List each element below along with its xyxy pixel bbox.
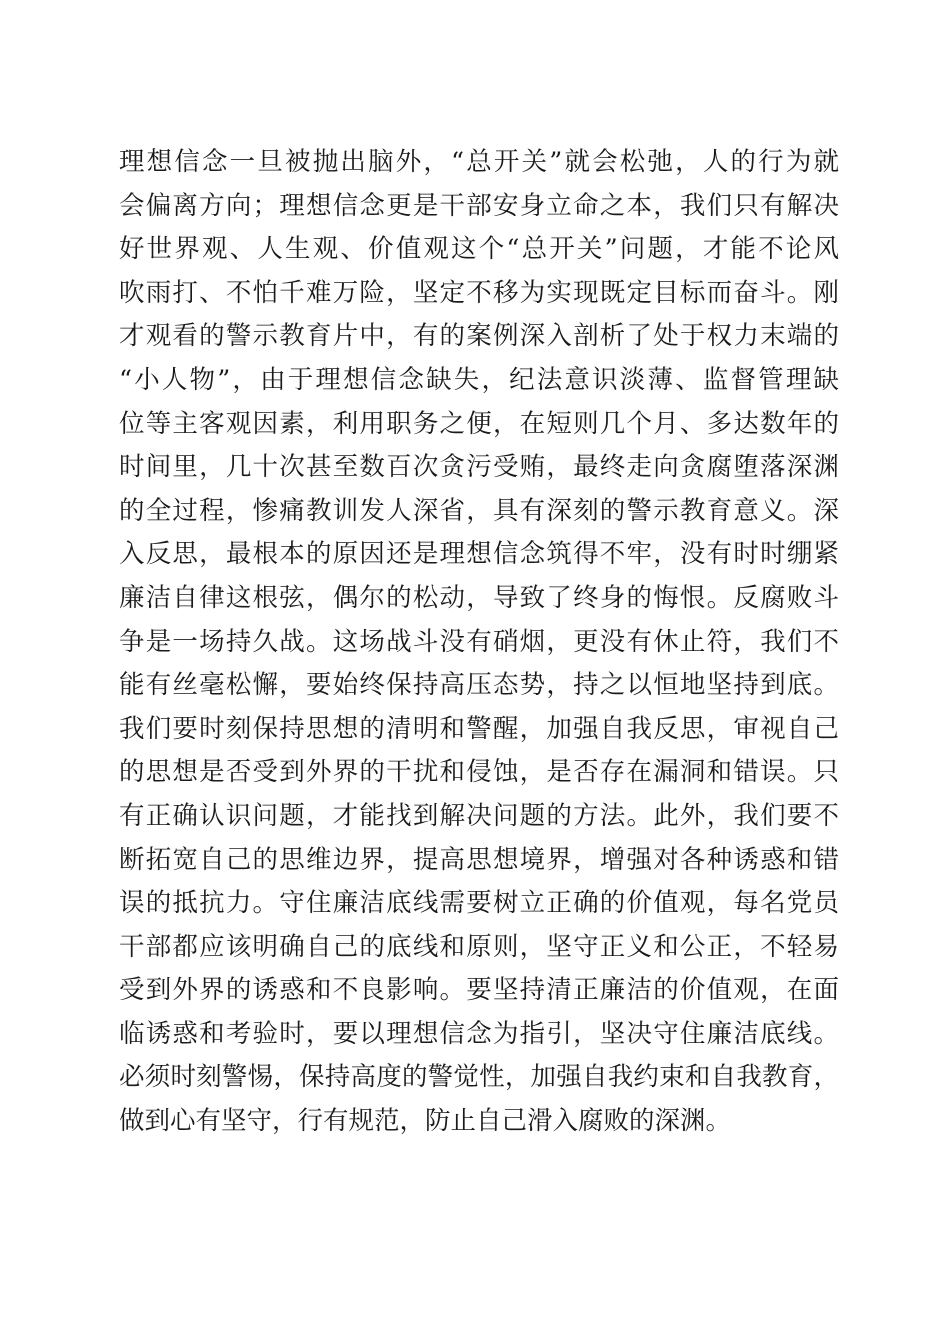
text-line: 的思想是否受到外界的干扰和侵蚀，是否存在漏洞和错误。只: [119, 757, 839, 788]
text-line: 必须时刻警惕，保持高度的警觉性，加强自我约束和自我教育，: [119, 1062, 839, 1093]
text-line: 廉洁自律这根弦，偶尔的松动，导致了终身的悔恨。反腐败斗: [119, 582, 839, 613]
text-line: 会偏离方向；理想信念更是干部安身立命之本，我们只有解决: [119, 190, 839, 221]
text-line: 有正确认识问题，才能找到解决问题的方法。此外，我们要不: [119, 800, 839, 831]
text-line: 临诱惑和考验时，要以理想信念为指引，坚决守住廉洁底线。: [119, 1018, 839, 1049]
body-paragraph: [119, 141, 839, 1144]
text-line: 入反思，最根本的原因还是理想信念筑得不牢，没有时时绷紧: [119, 539, 839, 570]
text-line: 时间里，几十次甚至数百次贪污受贿，最终走向贪腐堕落深渊: [119, 452, 839, 483]
text-line: 的全过程，惨痛教训发人深省，具有深刻的警示教育意义。深: [119, 495, 839, 526]
text-line: 争是一场持久战。这场战斗没有硝烟，更没有休止符，我们不: [119, 626, 839, 657]
text-line: 才观看的警示教育片中，有的案例深入剖析了处于权力末端的: [119, 321, 839, 352]
text-line: 能有丝毫松懈，要始终保持高压态势，持之以恒地坚持到底。: [119, 670, 839, 701]
text-line: 断拓宽自己的思维边界，提高思想境界，增强对各种诱惑和错: [119, 844, 839, 875]
text-line: 误的抵抗力。守住廉洁底线需要树立正确的价值观，每名党员: [119, 888, 839, 919]
text-line: 好世界观、人生观、价值观这个“总开关”问题，才能不论风: [119, 234, 839, 265]
text-line: “小人物”，由于理想信念缺失，纪法意识淡薄、监督管理缺: [119, 364, 839, 395]
text-line: 我们要时刻保持思想的清明和警醒，加强自我反思，审视自己: [119, 713, 839, 744]
text-line: 吹雨打、不怕千难万险，坚定不移为实现既定目标而奋斗。刚: [119, 277, 839, 308]
text-line: 做到心有坚守，行有规范，防止自己滑入腐败的深渊。: [119, 1106, 732, 1137]
text-line: 位等主客观因素，利用职务之便，在短则几个月、多达数年的: [119, 408, 839, 439]
text-line: 干部都应该明确自己的底线和原则，坚守正义和公正，不轻易: [119, 931, 839, 962]
text-line: 受到外界的诱惑和不良影响。要坚持清正廉洁的价值观，在面: [119, 975, 839, 1006]
text-line: 理想信念一旦被抛出脑外，“总开关”就会松弛，人的行为就: [119, 147, 839, 177]
